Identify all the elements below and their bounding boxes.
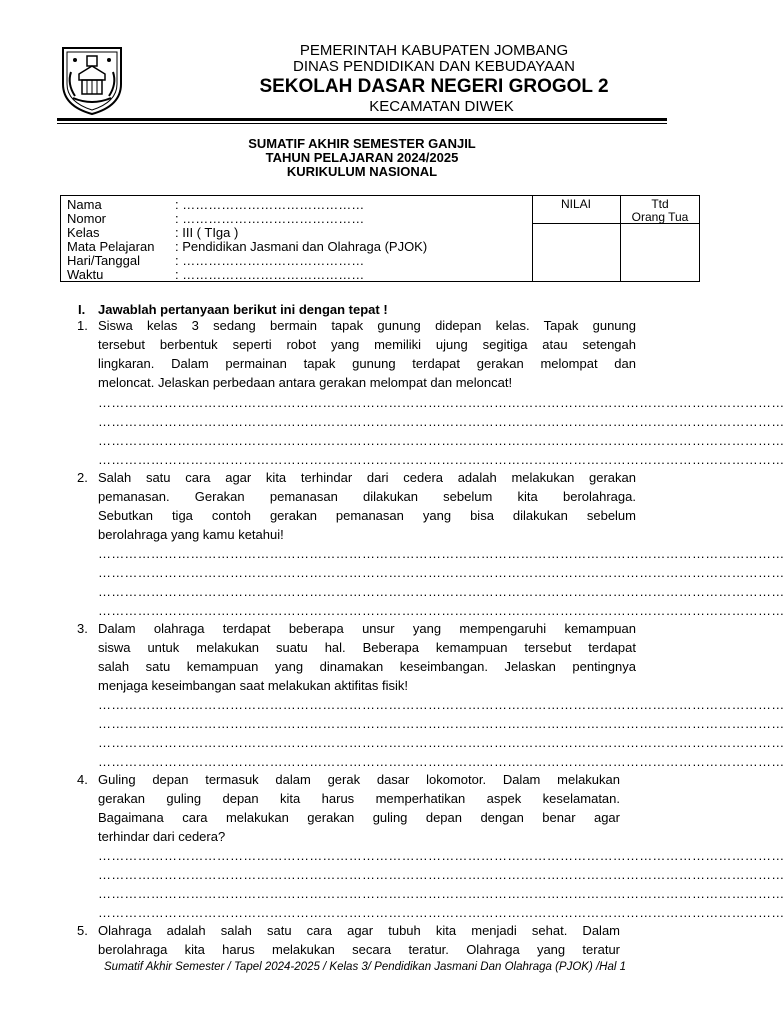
field-value: : …………………………………… [175, 197, 365, 212]
question-text-line: Dalam olahraga terdapat beberapa unsur yang mempengaruhi kemampuan [98, 621, 636, 636]
header-district: KECAMATAN DIWEK [369, 98, 514, 115]
answer-line: ………………………………………………………………………………………………………………………………………… [98, 867, 784, 882]
field-label: Kelas [67, 225, 100, 240]
answer-line: ………………………………………………………………………………………………………………………………………… [98, 735, 784, 750]
field-value: : …………………………………… [175, 211, 365, 226]
parent-signature-label: Ttd [651, 197, 669, 211]
header-government-line: PEMERINTAH KABUPATEN JOMBANG [299, 42, 569, 59]
header-school-name: SEKOLAH DASAR NEGERI GROGOL 2 [259, 76, 609, 97]
question-text-line: menjaga keseimbangan saat melakukan aktifitas fisik! [98, 678, 408, 693]
question-text-line: tersebut berbentuk seperti robot yang memiliki ujung segitiga atau setengah [98, 337, 636, 352]
page-footer: Sumatif Akhir Semester / Tapel 2024-2025 / Kelas 3/ Pendidikan Jasmani Dan Olahraga (PJOK) /Hal 1 [104, 961, 627, 973]
answer-line: ………………………………………………………………………………………………………………………………………… [98, 886, 784, 901]
question-text-line: terhindar dari cedera? [98, 829, 226, 844]
exam-curriculum: KURIKULUM NASIONAL [286, 164, 438, 179]
answer-line: ………………………………………………………………………………………………………………………………………… [98, 584, 784, 599]
question-text-line: salah satu kemampuan yang dinamakan keseimbangan. Jelaskan pentingnya [98, 659, 636, 674]
question-text-line: Sebutkan tiga contoh gerakan pemanasan yang bisa dilakukan sebelum [98, 508, 636, 523]
question-number: 4. [77, 772, 88, 787]
field-value: : …………………………………… [175, 267, 365, 282]
question-text-line: Olahraga adalah salah satu cara agar tubuh kita menjadi sehat. Dalam [98, 923, 620, 938]
question-text-line: pemanasan. Gerakan pemanasan dilakukan sebelum kita berolahraga. [98, 489, 636, 504]
field-label: Mata Pelajaran [67, 239, 155, 254]
question-text-line: lingkaran. Dalam permainan tapak gunung terdapat gerakan melompat dan [98, 356, 636, 371]
field-value: : Pendidikan Jasmani dan Olahraga (PJOK) [175, 239, 428, 254]
question-number: 3. [77, 621, 88, 636]
question-text-line: Salah satu cara agar kita terhindar dari cedera adalah melakukan gerakan [98, 470, 636, 485]
question-text-line: berolahraga yang kamu ketahui! [98, 527, 284, 542]
field-label: Nomor [67, 211, 107, 226]
question-text-line: Guling depan termasuk dalam gerak dasar lokomotor. Dalam melakukan [98, 772, 620, 787]
answer-line: ………………………………………………………………………………………………………………………………………… [98, 905, 784, 920]
question-text-line: berolahraga kita harus melakukan secara teratur. Olahraga yang teratur [98, 942, 620, 957]
question-text-line: meloncat. Jelaskan perbedaan antara gerakan melompat dan meloncat! [98, 375, 513, 390]
answer-line: ………………………………………………………………………………………………………………………………………… [98, 452, 784, 467]
question-text-line: siswa untuk melakukan suatu hal. Beberapa kemampuan tersebut terdapat [98, 640, 636, 655]
field-label: Nama [67, 197, 102, 212]
field-label: Waktu [67, 267, 104, 282]
question-text-line: gerakan guling depan kita harus memperhatikan aspek keselamatan. [98, 791, 620, 806]
section-number: I. [78, 302, 86, 317]
question-number: 5. [77, 923, 88, 938]
exam-academic-year: TAHUN PELAJARAN 2024/2025 [265, 150, 459, 165]
jombang-regency-emblem-icon [57, 44, 127, 116]
answer-line: ………………………………………………………………………………………………………………………………………… [98, 433, 784, 448]
question-text-line: Bagaimana cara melakukan gerakan guling depan dengan benar agar [98, 810, 620, 825]
question-number: 1. [77, 318, 88, 333]
answer-line: ………………………………………………………………………………………………………………………………………… [98, 754, 784, 769]
score-label: NILAI [560, 197, 591, 211]
parent-signature-label: Orang Tua [631, 210, 689, 224]
question-text-line: Siswa kelas 3 sedang bermain tapak gunung didepan kelas. Tapak gunung [98, 318, 636, 333]
header-department-line: DINAS PENDIDIKAN DAN KEBUDAYAAN [292, 58, 575, 75]
answer-line: ………………………………………………………………………………………………………………………………………… [98, 395, 784, 410]
header-thick-rule [57, 118, 667, 121]
question-number: 2. [77, 470, 88, 485]
header-thin-rule [57, 123, 667, 124]
field-label: Hari/Tanggal [67, 253, 140, 268]
answer-line: ………………………………………………………………………………………………………………………………………… [98, 414, 784, 429]
answer-line: ………………………………………………………………………………………………………………………………………… [98, 848, 784, 863]
field-value: : III ( TIga ) [175, 225, 239, 240]
field-value: : …………………………………… [175, 253, 365, 268]
answer-line: ………………………………………………………………………………………………………………………………………… [98, 565, 784, 580]
section-instruction: Jawablah pertanyaan berikut ini dengan tepat ! [98, 302, 388, 317]
answer-line: ………………………………………………………………………………………………………………………………………… [98, 697, 784, 712]
answer-line: ………………………………………………………………………………………………………………………………………… [98, 546, 784, 561]
answer-line: ………………………………………………………………………………………………………………………………………… [98, 603, 784, 618]
exam-title: SUMATIF AKHIR SEMESTER GANJIL [248, 136, 476, 151]
answer-line: ………………………………………………………………………………………………………………………………………… [98, 716, 784, 731]
